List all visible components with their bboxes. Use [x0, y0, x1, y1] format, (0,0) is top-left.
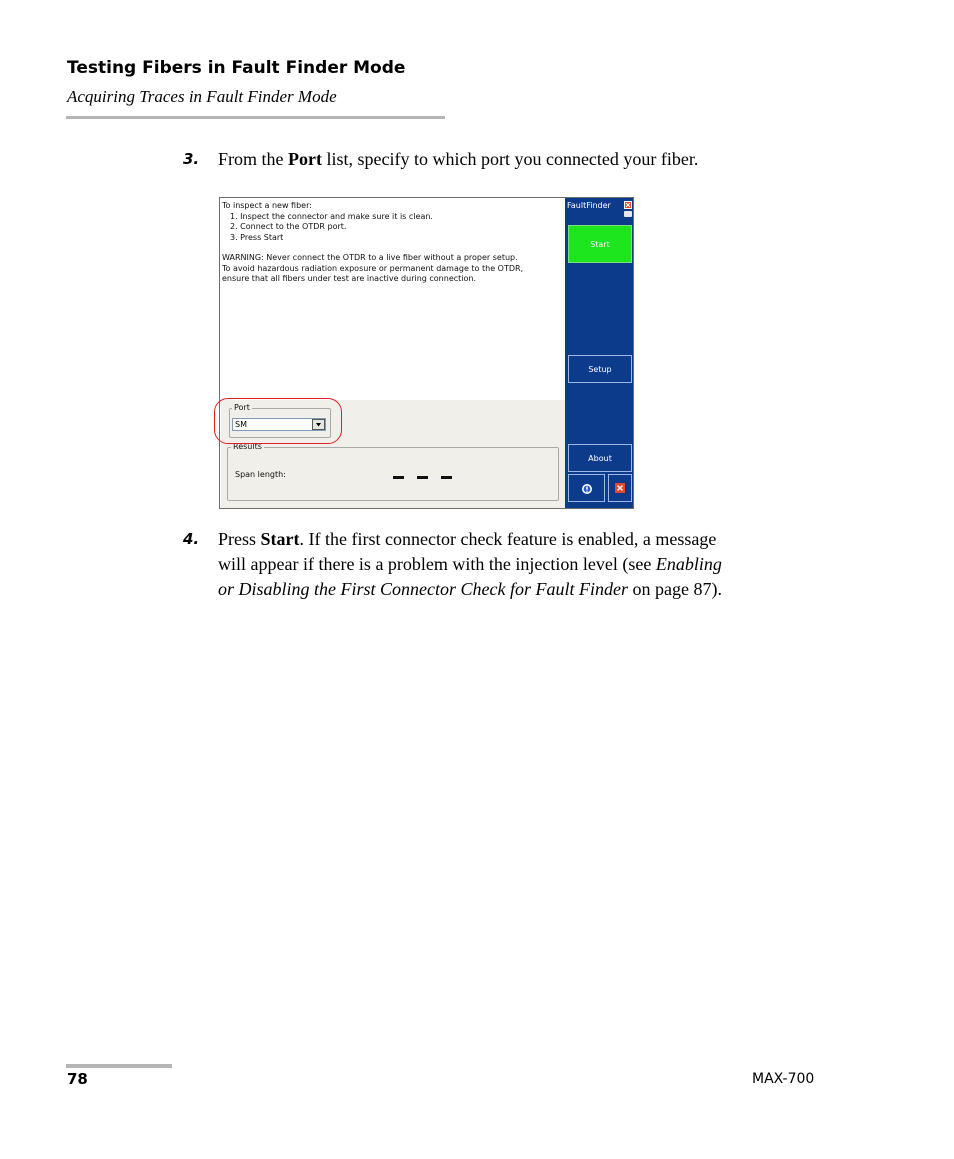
product-name: MAX-700	[752, 1071, 815, 1087]
step-3-text: From the Port list, specify to which port you connected your fiber.	[218, 149, 699, 169]
step-3-number: 3.	[183, 150, 200, 168]
span-length-dash-1	[393, 476, 404, 479]
instructions-text: To inspect a new fiber: 1. Inspect the connector and make sure it is clean. 2. Connect to the OTDR port. 3. Press Start WARNING: Never connect the OTDR to a live fiber without a proper setup. To avoid hazardous radiation exposure or permanent damage to the OTDR, ensure that all fibers under test are inactive during connection.	[222, 201, 524, 283]
port-label: Port	[234, 403, 250, 412]
step-4-text: Press Start. If the first connector check feature is enabled, a message will appear if there is a problem with the injection level (see Enabling or Disabling the First Connector Check for Fault Finder on page 87).	[218, 529, 722, 599]
running-header-title: Testing Fibers in Fault Finder Mode	[67, 58, 406, 78]
start-button[interactable]: Start	[568, 225, 632, 263]
about-button[interactable]: About	[568, 444, 632, 472]
fault-finder-screenshot	[219, 197, 634, 509]
span-length-label: Span length:	[235, 470, 286, 479]
help-icon	[581, 483, 593, 495]
help-button[interactable]	[568, 474, 605, 502]
panel-title: FaultFinder	[567, 201, 611, 210]
header-rule	[66, 116, 445, 119]
step-4-number: 4.	[183, 530, 200, 548]
fault-finder-panel	[565, 198, 633, 508]
page-number: 78	[67, 1070, 88, 1088]
setup-button[interactable]: Setup	[568, 355, 632, 383]
footer-rule	[66, 1064, 172, 1068]
span-length-dash-2	[417, 476, 428, 479]
results-label: Results	[233, 442, 262, 451]
port-highlight-circle	[214, 398, 342, 444]
span-length-dash-3	[441, 476, 452, 479]
exit-button[interactable]	[608, 474, 632, 502]
port-value: SM	[235, 420, 247, 429]
close-icon[interactable]	[624, 201, 632, 209]
printer-icon	[624, 211, 632, 217]
running-header-subtitle: Acquiring Traces in Fault Finder Mode	[67, 87, 337, 106]
exit-icon	[615, 483, 625, 493]
